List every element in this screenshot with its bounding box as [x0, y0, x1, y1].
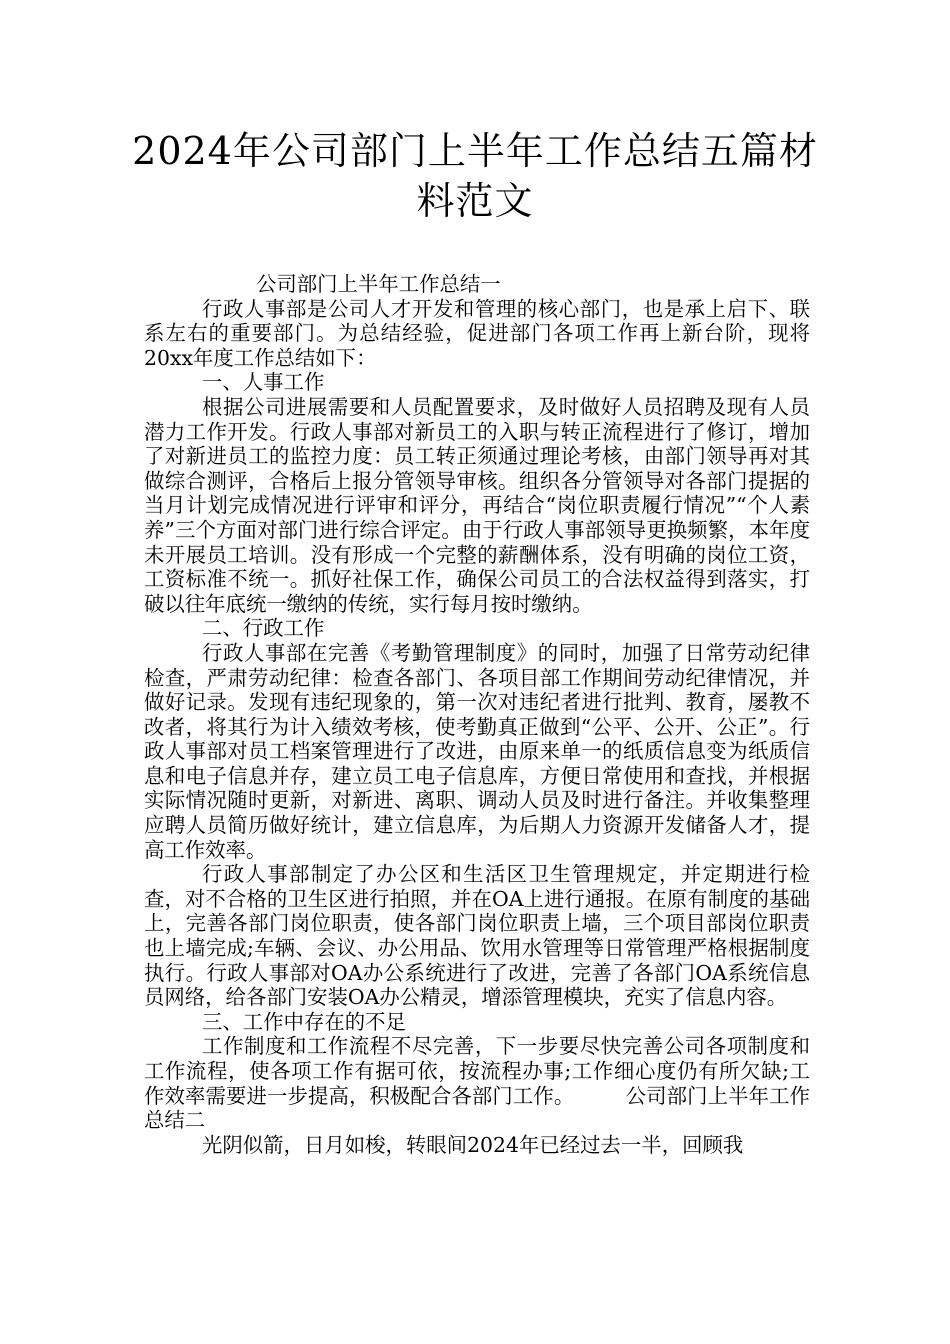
document-title: 2024年公司部门上半年工作总结五篇材料范文: [132, 129, 818, 223]
paragraph: 根据公司进展需要和人员配置要求，及时做好人员招聘及现有人员潜力工作开发。行政人事部对新员工的入职与转正流程进行了修订，增加了对新进员工的监控力度：员工转正须通过理论考核，由部门领导再对其做综合测评，合格后上报分管领导审核。组织各分管领导对各部门提据的当月计划完成情况进行评审和评分，再结合“岗位职责履行情况”“个人素养”三个方面对部门进行综合评定。由于行政人事部领导更换频繁，本年度未开展员工培训。没有形成一个完整的薪酬体系，没有明确的岗位工资，工资标准不统一。抓好社保工作，确保公司员工的合法权益得到落实，打破以往年底统一缴纳的传统，实行每月按时缴纳。: [144, 394, 810, 616]
section-heading-1: 公司部门上半年工作总结一: [256, 272, 501, 296]
subsection-heading: 一、人事工作: [202, 370, 325, 395]
subsection-heading: 三、工作中存在的不足: [202, 1009, 406, 1034]
paragraph: 行政人事部制定了办公区和生活区卫生管理规定，并定期进行检查，对不合格的卫生区进行拍照，并在OA上进行通报。在原有制度的基础上，完善各部门岗位职责，使各部门岗位职责上墙，三个项目部岗位职责也上墙完成;车辆、会议、办公用品、饮用水管理等日常管理严格根据制度执行。行政人事部对OA办公系统进行了改进，完善了各部门OA系统信息员网络，给各部门安装OA办公精灵，增添管理模块，充实了信息内容。: [144, 862, 810, 1010]
paragraph: 工作制度和工作流程不尽完善，下一步要尽快完善公司各项制度和工作流程，使各项工作有据可依，按流程办事;工作细心度仍有所欠缺;工作效率需要进一步提高，积极配合各部门工作。 公司部门上半年工作总结二: [144, 1034, 810, 1133]
paragraph: 行政人事部是公司人才开发和管理的核心部门，也是承上启下、联系左右的重要部门。为总结经验，促进部门各项工作再上新台阶，现将20xx年度工作总结如下：: [144, 296, 810, 370]
paragraph: 行政人事部在完善《考勤管理制度》的同时，加强了日常劳动纪律检查，严肃劳动纪律：检查各部门、各项目部工作期间劳动纪律情况，并做好记录。发现有违纪现象的，第一次对违纪者进行批判、教育，屡教不改者，将其行为计入绩效考核，使考勤真正做到“公平、公开、公正”。行政人事部对员工档案管理进行了改进，由原来单一的纸质信息变为纸质信息和电子信息并存，建立员工电子信息库，方便日常使用和查找，并根据实际情况随时更新，对新进、离职、调动人员及时进行备注。并收集整理应聘人员简历做好统计，建立信息库，为后期人力资源开发储备人才，提高工作效率。: [144, 640, 810, 862]
subsection-heading: 二、行政工作: [202, 616, 325, 641]
paragraph: 光阴似箭，日月如梭，转眼间2024年已经过去一半，回顾我: [202, 1132, 744, 1157]
document-body: [144, 272, 810, 1157]
